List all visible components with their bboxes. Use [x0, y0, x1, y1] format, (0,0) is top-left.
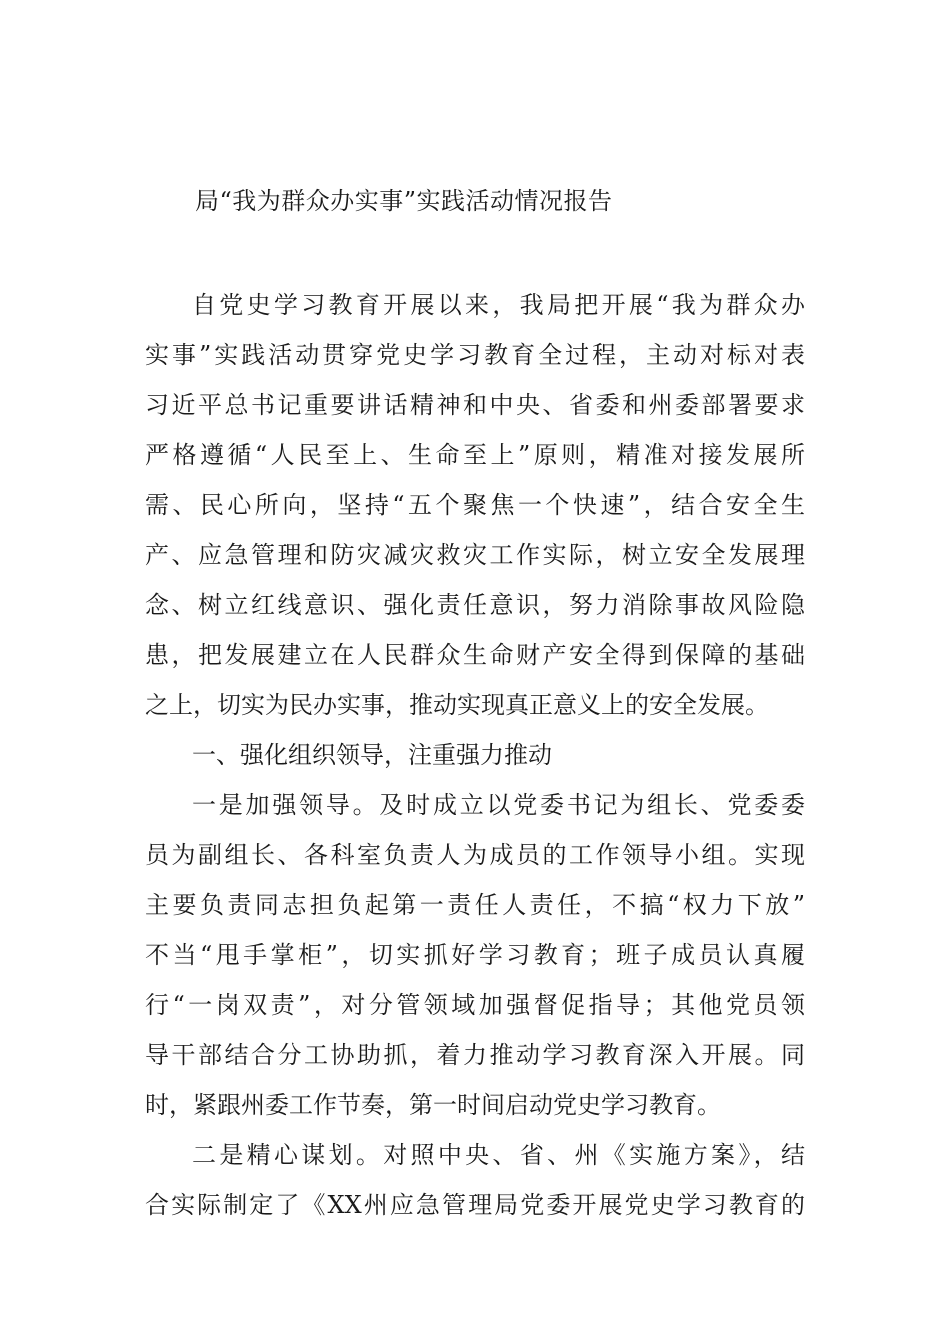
paragraph-line: 员为副组长、各科室负责人为成员的工作领导小组。实现	[145, 841, 805, 869]
paragraph-line: 需、民心所向，坚持“五个聚焦一个快速”，结合安全生	[145, 491, 805, 519]
paragraph-line: 行“一岗双责”，对分管领域加强督促指导；其他党员领	[145, 991, 805, 1019]
paragraph-line: 之上，切实为民办实事，推动实现真正意义上的安全发展。	[145, 691, 769, 719]
paragraph-line: 不当“甩手掌柜”，切实抓好学习教育；班子成员认真履	[145, 941, 805, 969]
paragraph-line: 念、树立红线意识、强化责任意识，努力消除事故风险隐	[145, 591, 805, 619]
paragraph-line: 导干部结合分工协助抓，着力推动学习教育深入开展。同	[145, 1041, 805, 1069]
paragraph-line: 合实际制定了《XX州应急管理局党委开展党史学习教育的	[145, 1191, 805, 1219]
document-title: 局“我为群众办实事”实践活动情况报告	[195, 187, 613, 215]
section-heading: 一、强化组织领导，注重强力推动	[192, 741, 552, 769]
paragraph-line: 产、应急管理和防灾减灾救灾工作实际，树立安全发展理	[145, 541, 805, 569]
paragraph-line: 二是精心谋划。对照中央、省、州《实施方案》，结	[192, 1141, 805, 1169]
paragraph-line: 患，把发展建立在人民群众生命财产安全得到保障的基础	[145, 641, 805, 669]
paragraph-line: 严格遵循“人民至上、生命至上”原则，精准对接发展所	[145, 441, 805, 469]
paragraph-line: 自党史学习教育开展以来，我局把开展“我为群众办	[192, 291, 805, 319]
paragraph-line: 实事”实践活动贯穿党史学习教育全过程，主动对标对表	[145, 341, 805, 369]
paragraph-line: 习近平总书记重要讲话精神和中央、省委和州委部署要求	[145, 391, 805, 419]
paragraph-line: 时，紧跟州委工作节奏，第一时间启动党史学习教育。	[145, 1091, 721, 1119]
document-body	[145, 280, 805, 1230]
paragraph-line: 主要负责同志担负起第一责任人责任，不搞“权力下放”	[145, 891, 805, 919]
paragraph-line: 一是加强领导。及时成立以党委书记为组长、党委委	[192, 791, 805, 819]
